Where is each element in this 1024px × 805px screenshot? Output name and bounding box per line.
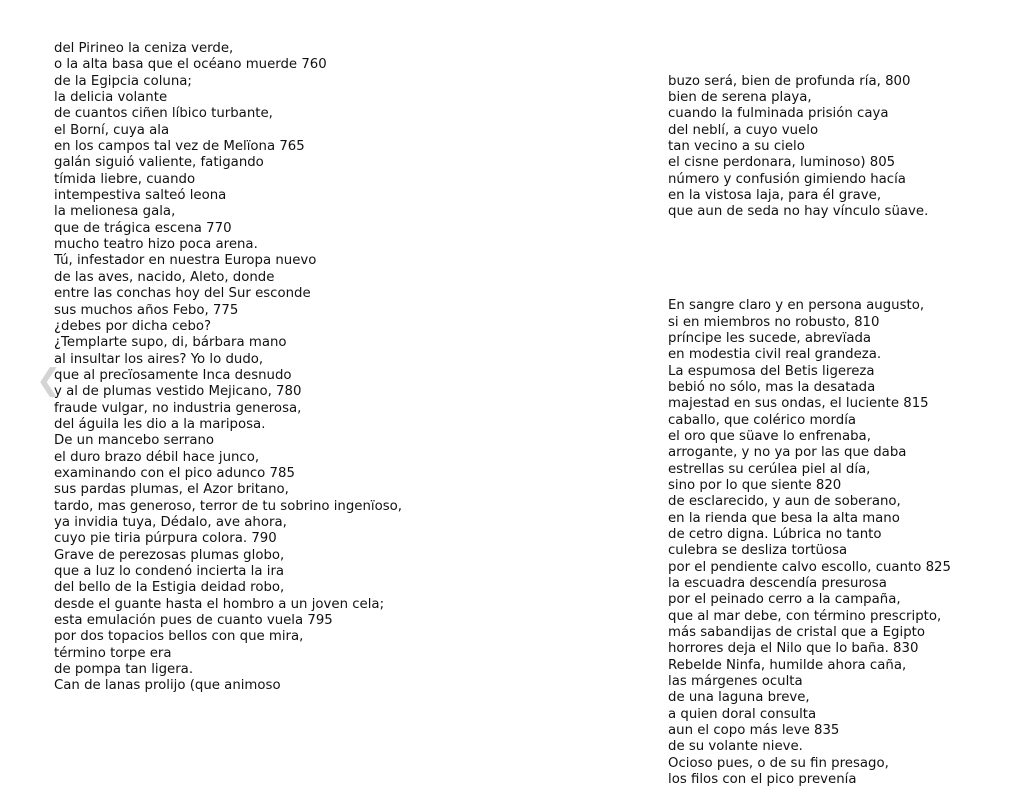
verse-line: galán siguió valiente, fatigando xyxy=(54,155,264,171)
verse-line: por el pendiente calvo escollo, cuanto 825 xyxy=(668,559,951,575)
verse-line: en modestia civil real grandeza. xyxy=(668,347,882,363)
verse-line: número y confusión gimiendo hacía xyxy=(668,171,906,187)
verse-line: tímida liebre, cuando xyxy=(54,171,196,187)
verse-line: a quien doral consulta xyxy=(668,706,817,722)
verse-line: las márgenes oculta xyxy=(668,674,803,690)
stanza-divider xyxy=(668,253,1008,265)
verse-line: de las aves, nacido, Aleto, donde xyxy=(54,269,275,285)
verse-line: y al de plumas vestido Mejicano, 780 xyxy=(54,384,302,400)
verse-line: que al mar debe, con término prescripto, xyxy=(668,608,942,624)
verse-line: que aun de seda no hay vínculo süave. xyxy=(668,204,929,220)
verse-line: mucho teatro hizo poca arena. xyxy=(54,237,258,253)
left-page-column xyxy=(54,41,454,695)
verse-line: príncipe les sucede, abrevïada xyxy=(668,330,872,346)
verse-line: tardo, mas generoso, terror de tu sobrino ingenïoso, xyxy=(54,498,403,514)
verse-line: arrogante, y no ya por las que daba xyxy=(668,445,907,461)
verse-line: el oro que süave lo enfrenaba, xyxy=(668,428,871,444)
verse-line: fraude vulgar, no industria generosa, xyxy=(54,400,302,416)
verse-line: intempestiva salteó leona xyxy=(54,188,227,204)
verse-line: La espumosa del Betis ligereza xyxy=(668,363,875,379)
verse-line: de su volante nieve. xyxy=(668,739,803,755)
verse-line: cuando la fulminada prisión caya xyxy=(668,106,889,122)
verse-line: de esclarecido, y aun de soberano, xyxy=(668,494,901,510)
verse-line: la delicia volante xyxy=(54,90,168,106)
verse-line: del bello de la Estigia deidad robo, xyxy=(54,580,285,596)
verse-line: sus muchos años Febo, 775 xyxy=(54,302,239,318)
verse-line: en la rienda que besa la alta mano xyxy=(668,510,900,526)
verse-line: término torpe era xyxy=(54,645,172,661)
verse-line: De un mancebo serrano xyxy=(54,433,215,449)
stanza xyxy=(668,74,1008,221)
verse-line: del Pirineo la ceniza verde, xyxy=(54,41,234,56)
verse-line: Can de lanas prolijo (que animoso xyxy=(54,678,281,694)
verse-line: entre las conchas hoy del Sur esconde xyxy=(54,286,311,302)
right-page-column xyxy=(668,41,1008,805)
verse-line: que al precïosamente Inca desnudo xyxy=(54,367,292,383)
verse-line: culebra se desliza tortüosa xyxy=(668,543,848,559)
verse-line: si en miembros no robusto, 810 xyxy=(668,314,880,330)
verse-line: el duro brazo débil hace junco, xyxy=(54,449,260,465)
verse-line: la escuadra descendía presurosa xyxy=(668,576,887,591)
verse-line: o la alta basa que el océano muerde 760 xyxy=(54,57,327,73)
verse-line: Grave de perezosas plumas globo, xyxy=(54,547,285,563)
verse-line: ya invidia tuya, Dédalo, ave ahora, xyxy=(54,514,287,530)
verse-line: ¿Templarte supo, di, bárbara mano xyxy=(54,335,287,351)
verse-line: sino por lo que siente 820 xyxy=(668,477,842,493)
stanza xyxy=(668,298,1008,788)
verse-line: de una laguna breve, xyxy=(668,690,810,706)
verse-line: Tú, infestador en nuestra Europa nuevo xyxy=(54,253,317,269)
verse-line: estrellas su cerúlea piel al día, xyxy=(668,461,871,477)
previous-page-arrow-icon[interactable]: ❮ xyxy=(36,363,62,398)
verse-line: por el peinado cerro a la campaña, xyxy=(668,592,901,608)
verse-line: bebió no sólo, mas la desatada xyxy=(668,379,876,395)
verse-line: caballo, que colérico mordía xyxy=(668,412,857,428)
verse-line: al insultar los aires? Yo lo dudo, xyxy=(54,351,264,367)
verse-line: ¿debes por dicha cebo? xyxy=(54,318,212,334)
verse-line: que a luz lo condenó incierta la ira xyxy=(54,564,285,579)
verse-line: en la vistosa laja, para él grave, xyxy=(668,188,882,204)
verse-line: examinando con el pico adunco 785 xyxy=(54,465,295,481)
verse-line: buzo será, bien de profunda ría, 800 xyxy=(668,73,911,89)
verse-line: el cisne perdonara, luminoso) 805 xyxy=(668,155,896,171)
verse-line: los filos con el pico prevenía xyxy=(668,772,857,788)
verse-line: la melionesa gala, xyxy=(54,204,176,220)
verse-line: majestad en sus ondas, el luciente 815 xyxy=(668,396,929,412)
verse-line: de la Egipcia coluna; xyxy=(54,73,192,89)
verse-line: bien de serena playa, xyxy=(668,90,812,106)
verse-line: de cetro digna. Lúbrica no tanto xyxy=(668,526,882,542)
verse-line: de cuantos ciñen líbico turbante, xyxy=(54,106,273,122)
verse-line: esta emulación pues de cuanto vuela 795 xyxy=(54,613,333,629)
verse-line: por dos topacios bellos con que mira, xyxy=(54,629,304,645)
verse-line: en los campos tal vez de Melïona 765 xyxy=(54,139,305,155)
verse-line: del águila les dio a la mariposa. xyxy=(54,416,266,432)
verse-line: más sabandijas de cristal que a Egipto xyxy=(668,625,925,641)
verse-line: el Borní, cuya ala xyxy=(54,122,170,138)
verse-line: desde el guante hasta el hombro a un joven cela; xyxy=(54,596,385,612)
verse-line: sus pardas plumas, el Azor britano, xyxy=(54,482,289,498)
verse-line: aun el copo más leve 835 xyxy=(668,723,840,739)
verse-line: Ocioso pues, o de su fin presago, xyxy=(668,755,889,771)
verse-line: Rebelde Ninfa, humilde ahora caña, xyxy=(668,657,907,673)
verse-line: cuyo pie tiria púrpura colora. 790 xyxy=(54,531,277,547)
verse-line: del neblí, a cuyo vuelo xyxy=(668,122,819,138)
verse-line: En sangre claro y en persona augusto, xyxy=(668,298,925,314)
verse-line: tan vecino a su cielo xyxy=(668,139,805,155)
verse-line: que de trágica escena 770 xyxy=(54,220,232,236)
verse-line: de pompa tan ligera. xyxy=(54,662,194,678)
verse-line: horrores deja el Nilo que lo baña. 830 xyxy=(668,641,919,657)
